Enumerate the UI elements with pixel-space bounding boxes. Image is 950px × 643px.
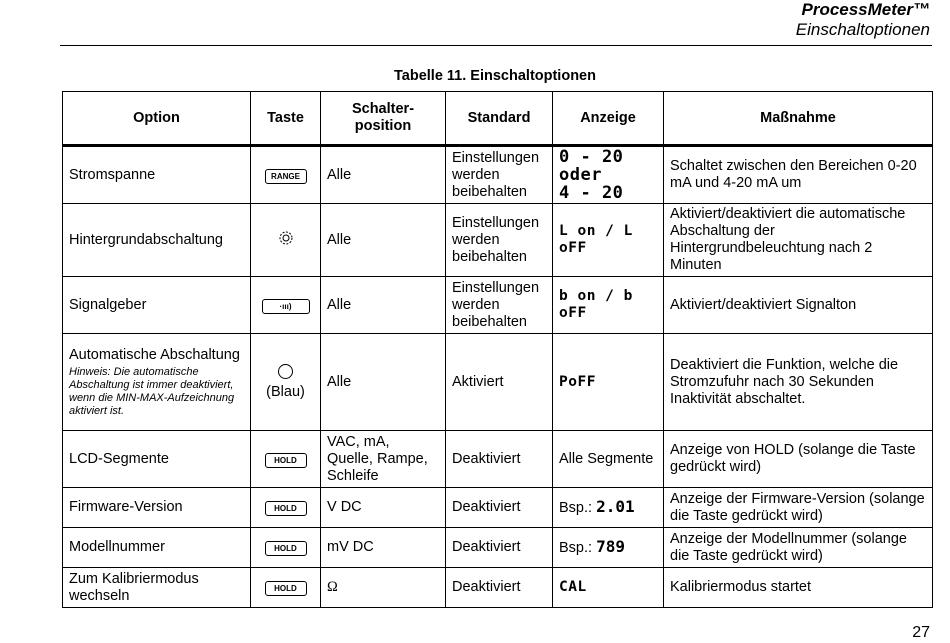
- hold-key-icon: HOLD: [265, 453, 307, 468]
- action-cell: Deaktiviert die Funktion, welche die Stromzufuhr nach 30 Sekunden Inaktivität abschaltet.: [664, 334, 933, 431]
- display-cell: [553, 146, 664, 204]
- example-prefix: Bsp.:: [559, 540, 593, 556]
- running-header: [796, 0, 930, 40]
- table-caption: Tabelle 11. Einschaltoptionen: [394, 68, 596, 84]
- key-cell: [251, 146, 321, 204]
- option-cell: [63, 334, 251, 431]
- power-key-icon: [278, 364, 293, 379]
- display-cell: Alle Segmente: [553, 431, 664, 488]
- lcd-readout: CAL: [559, 579, 587, 595]
- option-cell: Modellnummer: [63, 528, 251, 568]
- key-cell: [251, 277, 321, 334]
- display-cell: [553, 568, 664, 608]
- option-cell: Stromspanne: [63, 146, 251, 204]
- table-row: [63, 528, 933, 568]
- table-row: [63, 488, 933, 528]
- action-cell: Aktiviert/deaktiviert Signalton: [664, 277, 933, 334]
- action-cell: Schaltet zwischen den Bereichen 0-20 mA und 4-20 mA um: [664, 146, 933, 204]
- display-cell: [553, 204, 664, 277]
- key-cell: [251, 204, 321, 277]
- display-cell: [553, 334, 664, 431]
- table-row: [63, 334, 933, 431]
- standard-cell: Deaktiviert: [446, 568, 553, 608]
- hold-key-icon: HOLD: [265, 501, 307, 516]
- standard-cell: Aktiviert: [446, 334, 553, 431]
- position-cell: V DC: [321, 488, 446, 528]
- table-row: [63, 277, 933, 334]
- standard-cell: Deaktiviert: [446, 431, 553, 488]
- table-row: [63, 431, 933, 488]
- page-number: 27: [912, 624, 930, 641]
- position-cell: Alle: [321, 277, 446, 334]
- standard-cell: Einstellungen werden beibehalten: [446, 277, 553, 334]
- action-cell: Kalibriermodus startet: [664, 568, 933, 608]
- option-cell: LCD-Segmente: [63, 431, 251, 488]
- example-prefix: Bsp.:: [559, 500, 593, 516]
- standard-cell: Deaktiviert: [446, 528, 553, 568]
- action-cell: Anzeige der Modellnummer (solange die Taste gedrückt wird): [664, 528, 933, 568]
- key-color-label: (Blau): [266, 383, 305, 400]
- lcd-readout: PoFF: [559, 373, 596, 390]
- position-cell: Alle: [321, 334, 446, 431]
- hold-key-icon: HOLD: [265, 581, 307, 596]
- lcd-readout: b on / b oFF: [559, 288, 633, 321]
- standard-cell: Deaktiviert: [446, 488, 553, 528]
- lcd-readout: 789: [596, 537, 625, 556]
- lcd-readout: 0 - 20 oder: [559, 147, 624, 185]
- action-cell: Aktiviert/deaktiviert die automatische Abschaltung der Hintergrundbeleuchtung nach 2 Minuten: [664, 204, 933, 277]
- col-display: Anzeige: [553, 92, 664, 146]
- position-cell: VAC, mA, Quelle, Rampe, Schleife: [321, 431, 446, 488]
- section-title: Einschaltoptionen: [795, 20, 930, 39]
- lcd-readout: 4 - 20: [559, 183, 624, 203]
- position-cell: Alle: [321, 146, 446, 204]
- option-cell: Signalgeber: [63, 277, 251, 334]
- position-cell: Alle: [321, 204, 446, 277]
- position-cell: Ω: [321, 568, 446, 608]
- table-row: [63, 204, 933, 277]
- display-cell: [553, 277, 664, 334]
- lcd-readout: L on / L oFF: [559, 223, 633, 256]
- key-cell: [251, 568, 321, 608]
- header-row: [63, 92, 933, 146]
- option-note: Hinweis: Die automatische Abschaltung ist immer deaktiviert, wenn die MIN-MAX-Aufzeichnung aktiviert ist.: [69, 365, 235, 417]
- action-cell: Anzeige von HOLD (solange die Taste gedrückt wird): [664, 431, 933, 488]
- range-key-icon: RANGE: [265, 169, 307, 184]
- option-cell: Firmware-Version: [63, 488, 251, 528]
- col-action: Maßnahme: [664, 92, 933, 146]
- hold-key-icon: HOLD: [265, 541, 307, 556]
- header-rule: [60, 45, 932, 46]
- position-cell: mV DC: [321, 528, 446, 568]
- lcd-readout: 2.01: [596, 497, 635, 516]
- key-cell: [251, 488, 321, 528]
- table-row: [63, 568, 933, 608]
- option-cell: Zum Kalibriermodus wechseln: [63, 568, 251, 608]
- action-cell: Anzeige der Firmware-Version (solange die Taste gedrückt wird): [664, 488, 933, 528]
- col-option: Option: [63, 92, 251, 146]
- option-label: Automatische Abschaltung: [69, 346, 240, 363]
- display-cell: [553, 528, 664, 568]
- col-key: Taste: [251, 92, 321, 146]
- table-row: [63, 146, 933, 204]
- key-cell: [251, 431, 321, 488]
- key-cell: [251, 334, 321, 431]
- col-standard: Standard: [446, 92, 553, 146]
- options-table: [62, 91, 933, 608]
- beeper-key-icon: ·ııı): [262, 299, 310, 314]
- standard-cell: Einstellungen werden beibehalten: [446, 146, 553, 204]
- product-name: ProcessMeter™: [801, 0, 930, 19]
- option-cell: Hintergrundabschaltung: [63, 204, 251, 277]
- col-position: Schalter- position: [321, 92, 446, 146]
- backlight-key-icon: [278, 230, 294, 246]
- standard-cell: Einstellungen werden beibehalten: [446, 204, 553, 277]
- key-cell: [251, 528, 321, 568]
- display-cell: [553, 488, 664, 528]
